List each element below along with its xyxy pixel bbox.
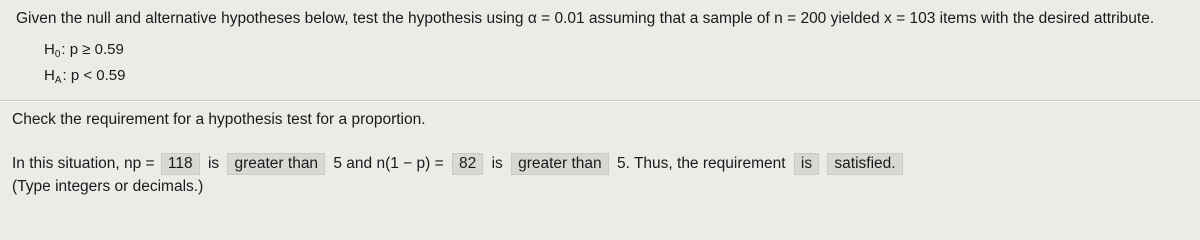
is-text-2: is [491, 155, 503, 172]
check-requirement-title: Check the requirement for a hypothesis test for a proportion. [12, 111, 426, 128]
null-hypothesis [44, 41, 124, 60]
question-text: Given the null and alternative hypotheses below, test the hypothesis using α = 0.01 assuming that a sample of n = 200 yielded x = 103 items with the desired attribute. [16, 10, 1155, 27]
np-label: In this situation, np = [12, 155, 155, 172]
ha-symbol: H [44, 67, 55, 84]
requirement-sentence [12, 153, 905, 175]
alternative-hypothesis [44, 67, 125, 86]
h0-subscript: 0 [54, 49, 61, 60]
requirement-text: 5. Thus, the requirement [616, 155, 786, 172]
is-text-1: is [207, 155, 220, 172]
h0-statement: : p ≥ 0.59 [61, 41, 124, 58]
input-hint: (Type integers or decimals.) [12, 178, 204, 195]
compare-dropdown-1[interactable]: greater than [227, 153, 325, 175]
h0-symbol: H [44, 41, 55, 58]
is-dropdown[interactable]: is [794, 153, 819, 175]
compare-dropdown-2[interactable]: greater than [511, 153, 609, 175]
nq-answer-field[interactable]: 82 [452, 153, 483, 175]
nq-label: 5 and n(1 − p) = [333, 155, 444, 172]
ha-statement: : p < 0.59 [62, 67, 126, 84]
section-divider [0, 100, 1200, 102]
ha-subscript: A [54, 75, 62, 86]
np-answer-field[interactable]: 118 [161, 153, 200, 175]
result-dropdown[interactable]: satisfied. [827, 153, 902, 175]
